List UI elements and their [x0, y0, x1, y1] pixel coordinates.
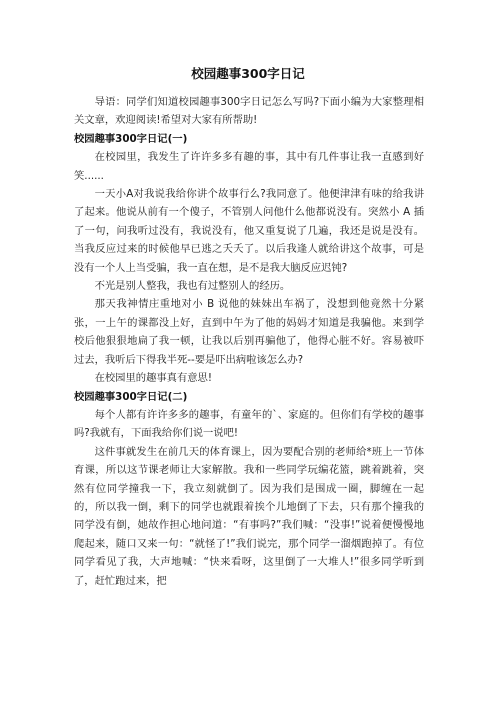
section-heading: 校园趣事300字日记(二): [74, 390, 188, 403]
body-paragraph: 在校园里，我发生了许许多多有趣的事，其中有几件事让我一直感到好笑......: [74, 151, 424, 182]
body-paragraph: 不光是别人整我，我也有过整别人的经历。: [94, 280, 291, 293]
section-heading: 校园趣事300字日记(一): [74, 132, 188, 145]
document-title: 校园趣事300字日记: [191, 66, 305, 81]
body-paragraph: 每个人都有许许多多的趣事，有童年的`、家庭的。但你们有学校的趣事吗?我就有，下面我给你们说一说吧!: [74, 408, 424, 440]
document-body: [74, 93, 424, 590]
body-paragraph: 一天小A对我说我给你讲个故事行么?我同意了。他便津津有味的给我讲了起来。他说从前有一个傻子，不管别人问他什么他都说没有。突然小 A 插了一句，问我听过没有，我说没有，他又重复说了几遍，我还是说是没有。当我反应过来的时候他早已逃之夭夭了。以后我逢人就给讲这个故事，可是没有一个人上当受骗，我一直在想，是不是我大脑反应迟钝?: [74, 188, 424, 274]
body-paragraph: 那天我神情庄重地对小 B 说他的妹妹出车祸了，没想到他竟然十分紧张，一上午的课都没上好，直到中午为了他的妈妈才知道是我骗他。来到学校后他狠狠地扁了我一顿，让我以后别再骗他了，他得心脏不好。容易被吓过去，我听后下得我半死--要是吓出病啦该怎么办?: [74, 298, 424, 366]
body-paragraph: 这件事就发生在前几天的体育课上，因为要配合别的老师给*班上一节体育课，所以这节课老师让大家解散。我和一些同学玩编花篮，跳着跳着，突然有位同学撞我一下，我立刻就倒了。因为我们是围成一圈，脚缠在一起的，所以我一倒，剩下的同学也就跟着挨个儿地倒了下去，只有那个撞我的同学没有倒，她故作担心地问道：“有事吗?”我们喊：“没事!”说着便慢慢地爬起来，随口又来一句：“就怪了!”我们说完，那个同学一溜烟跑掉了。有位同学看见了我，大声地喊：“快来看呀，这里倒了一大堆人!”很多同学听到了，赶忙跑过来，把: [74, 445, 424, 587]
body-paragraph: 导语：同学们知道校园趣事300字日记怎么写吗?下面小编为大家整理相关文章，欢迎阅读!希望对大家有所帮助!: [74, 96, 424, 127]
body-paragraph: 在校园里的趣事真有意思!: [94, 372, 212, 385]
